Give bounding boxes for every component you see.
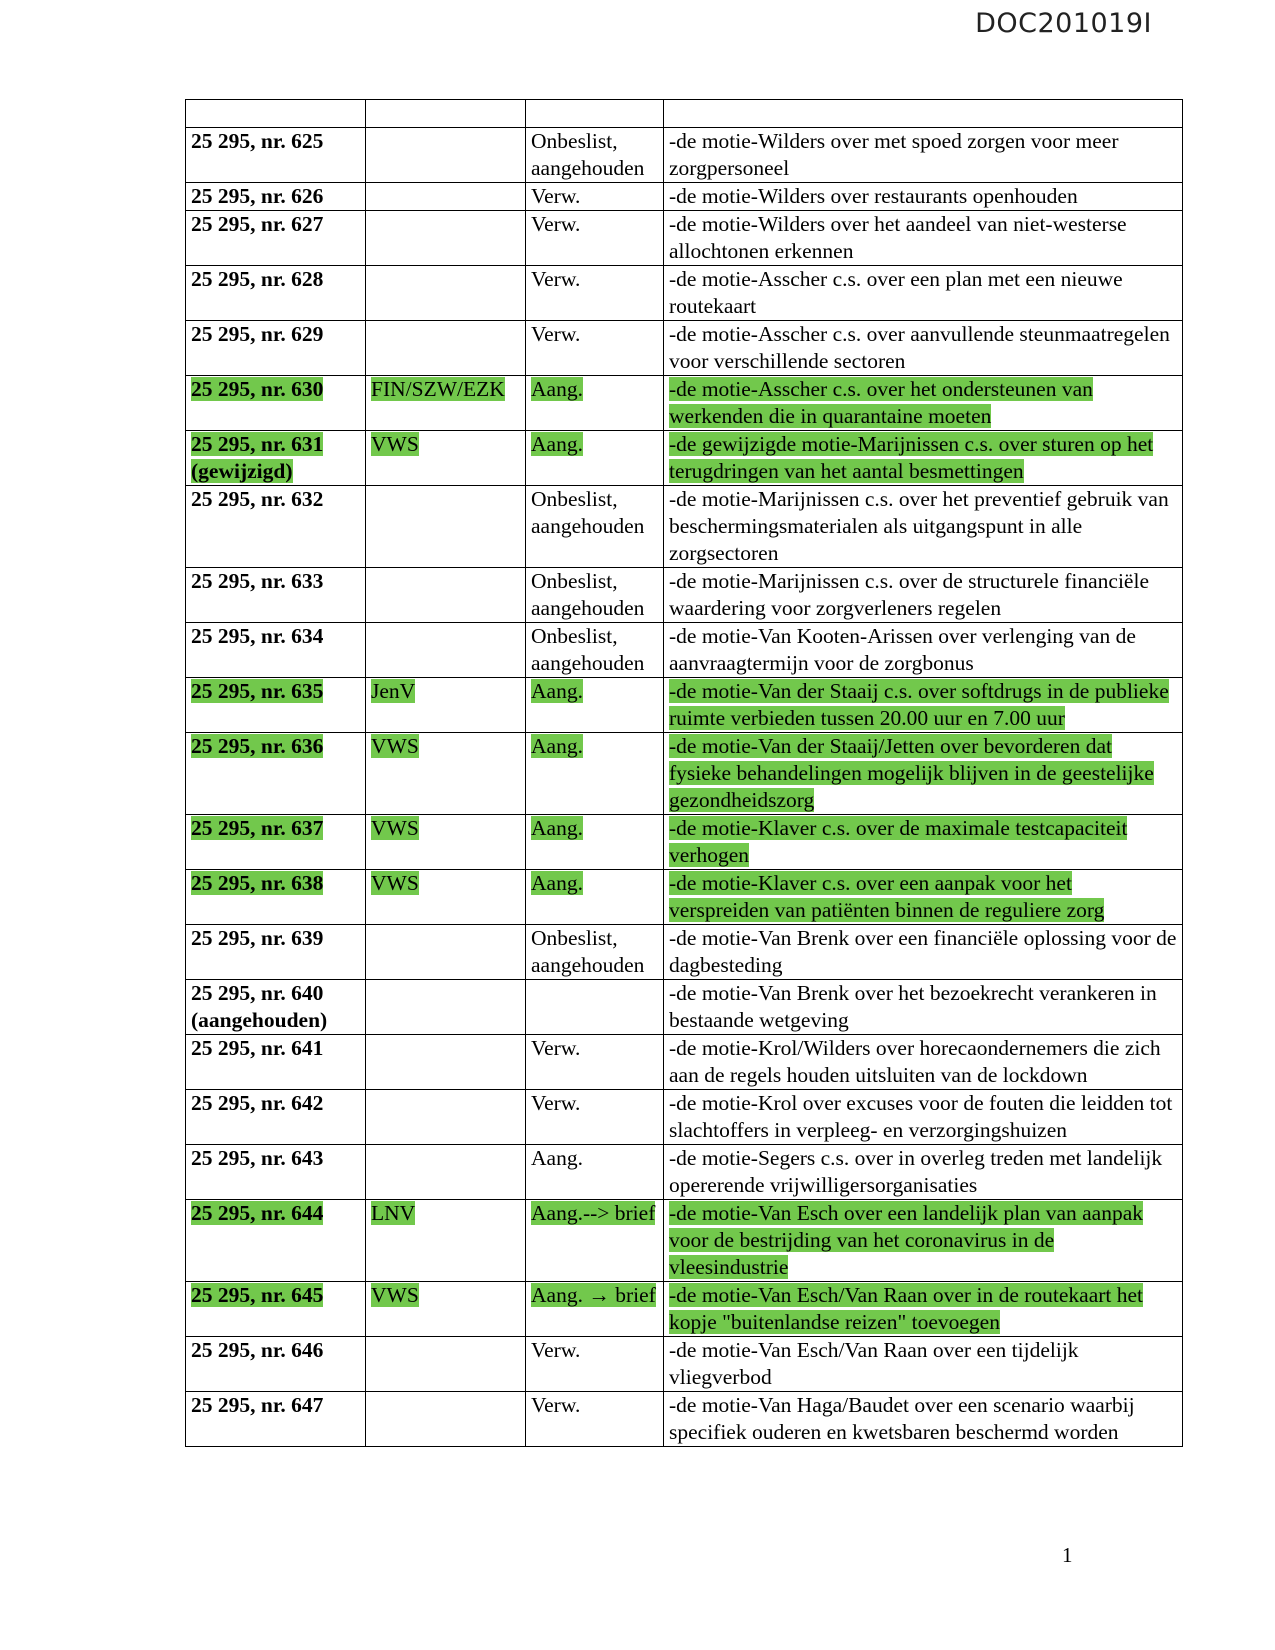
table-row <box>186 128 1183 183</box>
description-cell <box>664 568 1183 623</box>
motion-number-cell <box>186 568 366 623</box>
status-cell <box>526 870 664 925</box>
description-text: -de motie-Van Esch/Van Raan over in de routekaart het kopje "buitenlandse reizen" toevoegen <box>669 1283 1144 1334</box>
status-text: Aang. → brief <box>531 1283 656 1307</box>
department-cell <box>366 1282 526 1337</box>
department-cell <box>366 1035 526 1090</box>
status-cell <box>526 486 664 568</box>
table-row <box>186 431 1183 486</box>
department-cell <box>366 1145 526 1200</box>
description-cell <box>664 925 1183 980</box>
status-text: Onbeslist, aangehouden <box>531 569 645 620</box>
status-text: Aang. <box>531 432 583 456</box>
status-text: Onbeslist, aangehouden <box>531 129 645 180</box>
motion-number-text: 25 295, nr. 631 (gewijzigd) <box>191 432 324 483</box>
motion-number-text: 25 295, nr. 638 <box>191 871 324 895</box>
status-cell <box>526 568 664 623</box>
status-text: Aang. <box>531 377 583 401</box>
status-text: Onbeslist, aangehouden <box>531 624 645 675</box>
description-cell <box>664 1200 1183 1282</box>
motion-number-cell <box>186 980 366 1035</box>
status-cell <box>526 1337 664 1392</box>
description-text: -de motie-Van der Staaij c.s. over softdrugs in de publieke ruimte verbieden tussen 20.00 uur en 7.00 uur <box>669 679 1169 730</box>
table-row <box>186 1035 1183 1090</box>
status-cell <box>526 678 664 733</box>
description-text: -de motie-Wilders over restaurants openhouden <box>669 184 1078 208</box>
table-row <box>186 733 1183 815</box>
description-cell <box>664 431 1183 486</box>
status-text: Aang. <box>531 816 583 840</box>
description-text: -de motie-Van Haga/Baudet over een scenario waarbij specifiek ouderen en kwetsbaren beschermd worden <box>669 1393 1135 1444</box>
department-cell <box>366 128 526 183</box>
department-cell <box>366 1090 526 1145</box>
status-cell <box>526 1035 664 1090</box>
description-cell <box>664 321 1183 376</box>
description-text: -de motie-Wilders over het aandeel van niet-westerse allochtonen erkennen <box>669 212 1127 263</box>
status-text: Aang.--> brief <box>531 1201 656 1225</box>
motion-number-text: 25 295, nr. 641 <box>191 1036 324 1060</box>
status-text: Aang. <box>531 871 583 895</box>
department-cell <box>366 568 526 623</box>
description-cell <box>664 1035 1183 1090</box>
department-cell <box>366 486 526 568</box>
department-text: VWS <box>371 871 419 895</box>
table-row <box>186 211 1183 266</box>
description-cell <box>664 211 1183 266</box>
department-text: VWS <box>371 1283 419 1307</box>
table-cell <box>526 100 664 128</box>
description-text: -de motie-Van Brenk over het bezoekrecht verankeren in bestaande wetgeving <box>669 981 1157 1032</box>
motion-number-text: 25 295, nr. 634 <box>191 624 324 648</box>
department-text: VWS <box>371 816 419 840</box>
table-row <box>186 1090 1183 1145</box>
motion-number-cell <box>186 486 366 568</box>
table-row <box>186 321 1183 376</box>
motion-number-text: 25 295, nr. 628 <box>191 267 324 291</box>
motion-number-cell <box>186 183 366 211</box>
table-row <box>186 678 1183 733</box>
motion-number-cell <box>186 1392 366 1447</box>
department-cell <box>366 376 526 431</box>
motion-number-text: 25 295, nr. 644 <box>191 1201 324 1225</box>
description-text: -de motie-Klaver c.s. over de maximale testcapaciteit verhogen <box>669 816 1128 867</box>
department-cell <box>366 183 526 211</box>
department-text: VWS <box>371 432 419 456</box>
table-row <box>186 183 1183 211</box>
motion-number-cell <box>186 870 366 925</box>
motion-number-text: 25 295, nr. 632 <box>191 487 324 511</box>
description-text: -de motie-Van Esch/Van Raan over een tijdelijk vliegverbod <box>669 1338 1079 1389</box>
status-text: Verw. <box>531 212 581 236</box>
department-cell <box>366 1337 526 1392</box>
status-text: Verw. <box>531 267 581 291</box>
motions-table-body <box>186 100 1183 1447</box>
department-text: VWS <box>371 734 419 758</box>
status-text: Onbeslist, aangehouden <box>531 926 645 977</box>
motion-number-cell <box>186 128 366 183</box>
department-cell <box>366 870 526 925</box>
table-row <box>186 486 1183 568</box>
motion-number-cell <box>186 733 366 815</box>
motion-number-cell <box>186 321 366 376</box>
document-id: DOC201019I <box>975 8 1152 39</box>
description-text: -de motie-Klaver c.s. over een aanpak voor het verspreiden van patiënten binnen de reguliere zorg <box>669 871 1105 922</box>
motion-number-cell <box>186 1035 366 1090</box>
table-row <box>186 815 1183 870</box>
motions-table <box>185 99 1183 1447</box>
status-cell <box>526 266 664 321</box>
status-text: Aang. <box>531 1146 583 1170</box>
department-text: LNV <box>371 1201 416 1225</box>
description-text: -de motie-Krol/Wilders over horecaondernemers die zich aan de regels houden uitsluiten van de lockdown <box>669 1036 1161 1087</box>
table-row <box>186 1282 1183 1337</box>
department-text: JenV <box>371 679 416 703</box>
description-cell <box>664 1090 1183 1145</box>
department-cell <box>366 1200 526 1282</box>
description-text: -de motie-Van Brenk over een financiële oplossing voor de dagbesteding <box>669 926 1177 977</box>
motion-number-cell <box>186 925 366 980</box>
description-cell <box>664 623 1183 678</box>
status-cell <box>526 431 664 486</box>
table-row <box>186 870 1183 925</box>
description-cell <box>664 980 1183 1035</box>
table-row <box>186 1145 1183 1200</box>
motion-number-text: 25 295, nr. 643 <box>191 1146 324 1170</box>
motion-number-cell <box>186 1200 366 1282</box>
status-cell <box>526 1090 664 1145</box>
status-cell <box>526 211 664 266</box>
motion-number-text: 25 295, nr. 647 <box>191 1393 324 1417</box>
status-cell <box>526 1392 664 1447</box>
description-cell <box>664 870 1183 925</box>
description-cell <box>664 733 1183 815</box>
status-cell <box>526 1145 664 1200</box>
motion-number-cell <box>186 1145 366 1200</box>
status-text: Verw. <box>531 1393 581 1417</box>
status-cell <box>526 1282 664 1337</box>
motion-number-cell <box>186 266 366 321</box>
department-cell <box>366 321 526 376</box>
table-row <box>186 376 1183 431</box>
motion-number-cell <box>186 431 366 486</box>
description-cell <box>664 1145 1183 1200</box>
status-text: Onbeslist, aangehouden <box>531 487 645 538</box>
motion-number-cell <box>186 678 366 733</box>
department-cell <box>366 1392 526 1447</box>
table-row <box>186 1337 1183 1392</box>
motion-number-text: 25 295, nr. 630 <box>191 377 324 401</box>
motion-number-text: 25 295, nr. 627 <box>191 212 324 236</box>
status-cell <box>526 321 664 376</box>
motion-number-cell <box>186 211 366 266</box>
description-cell <box>664 266 1183 321</box>
status-cell <box>526 128 664 183</box>
description-text: -de motie-Van Esch over een landelijk plan van aanpak voor de bestrijding van het coronavirus in de vleesindustrie <box>669 1201 1144 1279</box>
description-text: -de motie-Segers c.s. over in overleg treden met landelijk opererende vrijwilligersorganisaties <box>669 1146 1163 1197</box>
status-cell <box>526 733 664 815</box>
description-cell <box>664 815 1183 870</box>
table-row <box>186 1200 1183 1282</box>
department-cell <box>366 431 526 486</box>
status-text: Aang. <box>531 679 583 703</box>
description-cell <box>664 1282 1183 1337</box>
motion-number-cell <box>186 1337 366 1392</box>
description-text: -de motie-Krol over excuses voor de fouten die leidden tot slachtoffers in verpleeg- en verzorgingshuizen <box>669 1091 1173 1142</box>
description-text: -de gewijzigde motie-Marijnissen c.s. over sturen op het terugdringen van het aantal besmettingen <box>669 432 1154 483</box>
motion-number-text: 25 295, nr. 639 <box>191 926 324 950</box>
description-cell <box>664 376 1183 431</box>
description-cell <box>664 486 1183 568</box>
department-cell <box>366 980 526 1035</box>
table-row <box>186 1392 1183 1447</box>
table-row <box>186 980 1183 1035</box>
table-cell <box>366 100 526 128</box>
motion-number-cell <box>186 1282 366 1337</box>
status-text: Aang. <box>531 734 583 758</box>
motion-number-text: 25 295, nr. 636 <box>191 734 324 758</box>
description-cell <box>664 678 1183 733</box>
motion-number-text: 25 295, nr. 626 <box>191 184 324 208</box>
motion-number-cell <box>186 623 366 678</box>
status-cell <box>526 815 664 870</box>
description-cell <box>664 1337 1183 1392</box>
motion-number-text: 25 295, nr. 646 <box>191 1338 324 1362</box>
table-header-row-empty <box>186 100 1183 128</box>
description-text: -de motie-Marijnissen c.s. over de structurele financiële waardering voor zorgverleners regelen <box>669 569 1149 620</box>
description-cell <box>664 183 1183 211</box>
page-number: 1 <box>1062 1543 1073 1567</box>
motion-number-text: 25 295, nr. 633 <box>191 569 324 593</box>
department-cell <box>366 266 526 321</box>
description-text: -de motie-Van der Staaij/Jetten over bevorderen dat fysieke behandelingen mogelijk blijven in de geestelijke gezondheidszorg <box>669 734 1154 812</box>
motion-number-cell <box>186 1090 366 1145</box>
motion-number-text: 25 295, nr. 637 <box>191 816 324 840</box>
motion-number-text: 25 295, nr. 642 <box>191 1091 324 1115</box>
motion-number-text: 25 295, nr. 625 <box>191 129 324 153</box>
description-text: -de motie-Marijnissen c.s. over het preventief gebruik van beschermingsmaterialen als uitgangspunt in alle zorgsectoren <box>669 487 1169 565</box>
description-text: -de motie-Van Kooten-Arissen over verlenging van de aanvraagtermijn voor de zorgbonus <box>669 624 1136 675</box>
motion-number-cell <box>186 815 366 870</box>
table-row <box>186 568 1183 623</box>
description-text: -de motie-Asscher c.s. over een plan met een nieuwe routekaart <box>669 267 1123 318</box>
status-text: Verw. <box>531 1091 581 1115</box>
table-row <box>186 925 1183 980</box>
motion-number-text: 25 295, nr. 640 (aangehouden) <box>191 981 328 1032</box>
department-cell <box>366 925 526 980</box>
status-cell <box>526 1200 664 1282</box>
department-cell <box>366 733 526 815</box>
department-text: FIN/SZW/EZK <box>371 377 505 401</box>
description-cell <box>664 128 1183 183</box>
status-text: Verw. <box>531 184 581 208</box>
status-text: Verw. <box>531 322 581 346</box>
motion-number-cell <box>186 376 366 431</box>
motion-number-text: 25 295, nr. 629 <box>191 322 324 346</box>
department-cell <box>366 815 526 870</box>
table-row <box>186 266 1183 321</box>
description-text: -de motie-Asscher c.s. over het ondersteunen van werkenden die in quarantaine moeten <box>669 377 1093 428</box>
department-cell <box>366 211 526 266</box>
status-cell <box>526 376 664 431</box>
table-cell <box>664 100 1183 128</box>
table-cell <box>186 100 366 128</box>
description-text: -de motie-Wilders over met spoed zorgen voor meer zorgpersoneel <box>669 129 1119 180</box>
status-cell <box>526 183 664 211</box>
status-cell <box>526 623 664 678</box>
department-cell <box>366 678 526 733</box>
status-cell <box>526 980 664 1035</box>
status-text: Verw. <box>531 1338 581 1362</box>
status-text: Verw. <box>531 1036 581 1060</box>
table-row <box>186 623 1183 678</box>
motion-number-text: 25 295, nr. 635 <box>191 679 324 703</box>
description-cell <box>664 1392 1183 1447</box>
status-cell <box>526 925 664 980</box>
motion-number-text: 25 295, nr. 645 <box>191 1283 324 1307</box>
department-cell <box>366 623 526 678</box>
description-text: -de motie-Asscher c.s. over aanvullende steunmaatregelen voor verschillende sectoren <box>669 322 1170 373</box>
